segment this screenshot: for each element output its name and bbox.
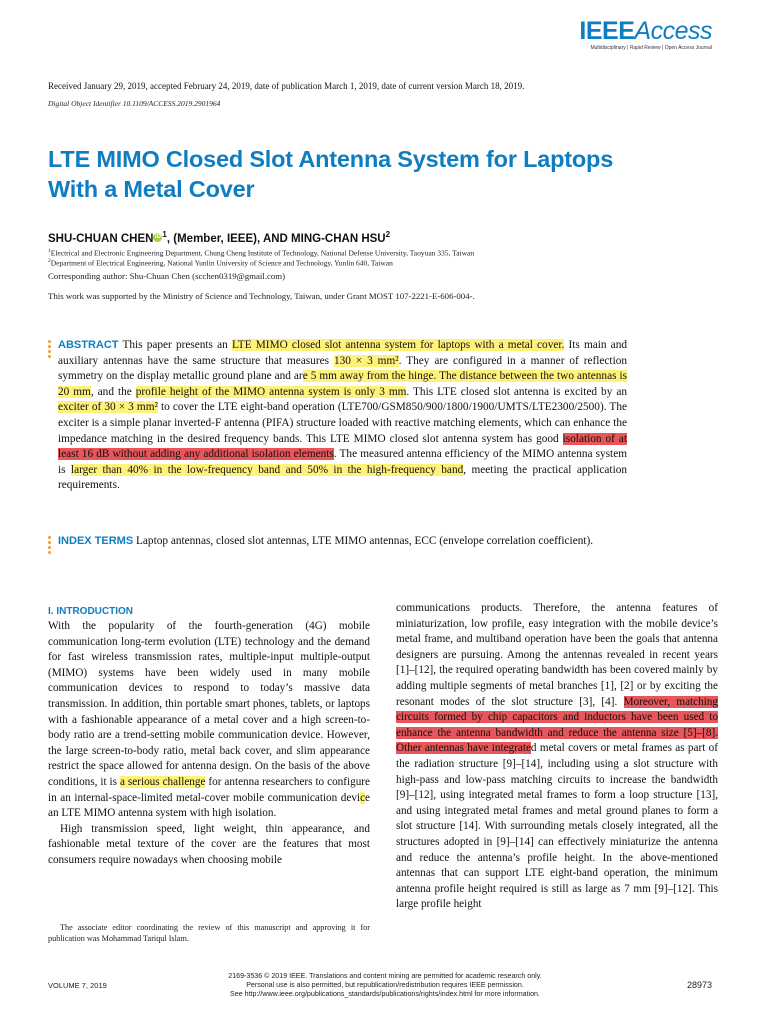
author-1: SHU-CHUAN CHEN bbox=[48, 232, 154, 245]
text-run: , and the bbox=[90, 385, 136, 398]
funding-note: This work was supported by the Ministry of Science and Technology, Taiwan, under Grant MOST 107-2221-E-606-004-. bbox=[48, 291, 475, 301]
editor-footnote: The associate editor coordinating the review of this manuscript and approving it for publication was Mohammad Tariqul Islam. bbox=[48, 923, 370, 943]
logo-ieee: IEEE bbox=[579, 17, 635, 45]
abstract bbox=[58, 338, 627, 494]
text-run: communications products. Therefore, the antenna features of miniaturization, low profile, easy integration with the mobile device’s metal frame, and multiband operation have been the goals that antenna designers are pursuing. Among the antennas revealed in recent years [1]–[12], the required operating bandwidth has been covered mainly by adding multiple segments of metal branches [1], [2] or by exciting the resonant modes of the slot structure [3], [4]. bbox=[396, 602, 718, 708]
affiliation-2: $^2$Department of Electrical Engineering, National Yunlin University of Science and Technology, Yunlin 640, Taiwan bbox=[48, 258, 393, 268]
text-run: e an LTE MIMO antenna system with high isolation. bbox=[48, 791, 370, 820]
highlight-yellow: e 5 mm away from the hinge. The distance between the two antennas is 20 mm bbox=[58, 370, 628, 398]
text-run: d metal covers or metal frames as part of the radiation structure [9]–[14], including using a slot structure with high-pass and low-pass matching circuits to increase the bandwidth [9]–[12], using integrated metal frames to form a loop structure [13], and using integrated metal frames and metal ground planes to form a slot structure [14]. With surrounding metals closely integrated, all the structures adopted in [9]–[14] can effectively miniaturize the antenna and reduce the antenna’s profile height. In the above-mentioned antennas that can support LTE eight-band operation, the minimum antenna profile height required is still as large as 7 mm [9]–[12]. This large profile height bbox=[396, 742, 718, 911]
corresponding-author: Corresponding author: Shu-Chuan Chen (scchen0319@gmail.com) bbox=[48, 271, 286, 281]
journal-logo bbox=[579, 18, 712, 51]
abstract-label: ABSTRACT bbox=[58, 339, 119, 351]
text-run: . They are configured in a manner of reflection symmetry on the display metallic ground plane and ar bbox=[58, 354, 627, 383]
highlight-red: Moreover, matching circuits formed by chip capacitors and inductors have been used to enhance the antenna bandwidth and reduce the antenna size [5]–[8]. Other antennas have integrate bbox=[396, 695, 718, 755]
highlight-yellow: larger than 40% in the low-frequency band and 50% in the high-frequency band bbox=[70, 463, 464, 476]
text-run: , meeting the practical application requirements. bbox=[58, 463, 628, 492]
highlight-yellow: LTE MIMO closed slot antenna system for laptops with a metal cover. bbox=[231, 339, 565, 351]
page-number: 28973 bbox=[686, 980, 712, 990]
text-run: Its main and auxiliary antennas have the same structure that measures bbox=[58, 339, 627, 367]
highlight-yellow: a serious challenge bbox=[120, 775, 206, 788]
received-dates: Received January 29, 2019, accepted February 24, 2019, date of publication March 1, 2019, date of current version March 18, 2019. bbox=[48, 81, 525, 91]
section-heading-introduction: I. INTRODUCTION bbox=[48, 606, 133, 617]
intro-paragraph-1 bbox=[48, 619, 370, 822]
author-1-sup: 1 bbox=[162, 230, 167, 239]
author-line bbox=[48, 230, 390, 245]
text-run: to cover the LTE eight-band operation (LTE700/GSM850/900/1800/1900/UMTS/LTE2300/2500). The exciter is a simple planar inverted-F antenna (PIFA) structure loaded with reactive matching elements, which can enhance the impedance matching in the desired frequency bands. This LTE MIMO closed slot antenna system has good bbox=[58, 401, 627, 445]
license-line-1: 2169-3536 © 2019 IEEE. Translations and content mining are permitted for academic research only. bbox=[228, 972, 542, 980]
intro-paragraph-continued bbox=[396, 601, 718, 913]
affiliation-1: $^1$Electrical and Electronic Engineering Department, Chung Cheng Institute of Technology, National Defense University, Taoyuan 335, Taiwan bbox=[48, 248, 475, 258]
author-2: , (Member, IEEE), AND MING-CHAN HSU bbox=[166, 232, 386, 245]
index-terms-dots-icon bbox=[48, 536, 50, 556]
text-run: . The measured antenna efficiency of the MIMO antenna system is bbox=[58, 448, 627, 476]
index-terms-label: INDEX TERMS bbox=[58, 535, 134, 547]
column-right bbox=[396, 601, 718, 913]
highlight-yellow: 130 × 3 mm² bbox=[333, 354, 399, 367]
intro-paragraph-2: High transmission speed, light weight, thin appearance, and fashionable metal texture of the cover are the features that most consumers require nowadays when choosing mobile bbox=[48, 822, 370, 866]
author-2-sup: 2 bbox=[385, 230, 391, 239]
abstract-body bbox=[58, 339, 627, 491]
highlight-yellow: profile height of the MIMO antenna system is only 3 mm bbox=[135, 385, 407, 398]
logo-access: Access bbox=[634, 17, 712, 45]
highlight-yellow: c bbox=[360, 791, 366, 804]
logo-tagline: Multidisciplinary | Rapid Review | Open Access Journal bbox=[590, 45, 712, 51]
text-run: for antenna researchers to configure in an internal-space-limited metal-cover mobile communication devi bbox=[48, 775, 370, 804]
abstract-dots-icon bbox=[48, 340, 50, 360]
column-left bbox=[48, 604, 370, 869]
highlight-yellow: exciter of 30 × 3 mm² bbox=[58, 401, 158, 414]
paper-title: LTE MIMO Closed Slot Antenna System for Laptops With a Metal Cover bbox=[48, 146, 614, 202]
license-line-2: Personal use is also permitted, but republication/redistribution requires IEEE permission. bbox=[246, 981, 524, 989]
footer-volume: VOLUME 7, 2019 bbox=[48, 981, 107, 990]
text-run: . This LTE closed slot antenna is excited by an bbox=[406, 385, 627, 398]
orcid-icon[interactable]: iD bbox=[154, 233, 161, 240]
doi: Digital Object Identifier 10.1109/ACCESS.2019.2901964 bbox=[48, 99, 221, 108]
index-terms-text: Laptop antennas, closed slot antennas, LTE MIMO antennas, ECC (envelope correlation coefficient). bbox=[133, 535, 594, 547]
text-run: This paper presents an bbox=[118, 339, 232, 351]
text-run: With the popularity of the fourth-generation (4G) mobile communication long-term evolution (LTE) technology and the demand for fast wireless transmission rates, multiple-input multiple-output (MIMO) systems have been widely used in many mobile communication devices to respond to today’s massive data transmission. In addition, thin portable smart phones, tablets, or laptops with a fashionable appearance of a metal cover and a high screen-to-body ratio are a trend-setting mobile communication device. However, the large screen-to-body ratio, metal back cover, and slim appearance restrict the space allowed for antenna design. On the basis of the above conditions, it is bbox=[48, 620, 370, 788]
highlight-red: isolation of at least 16 dB without adding any additional isolation elements bbox=[58, 432, 627, 461]
footer-license bbox=[190, 972, 580, 999]
index-terms bbox=[58, 534, 627, 550]
license-line-3[interactable]: See http://www.ieee.org/publications_standards/publications/rights/index.html for more information. bbox=[230, 990, 540, 998]
